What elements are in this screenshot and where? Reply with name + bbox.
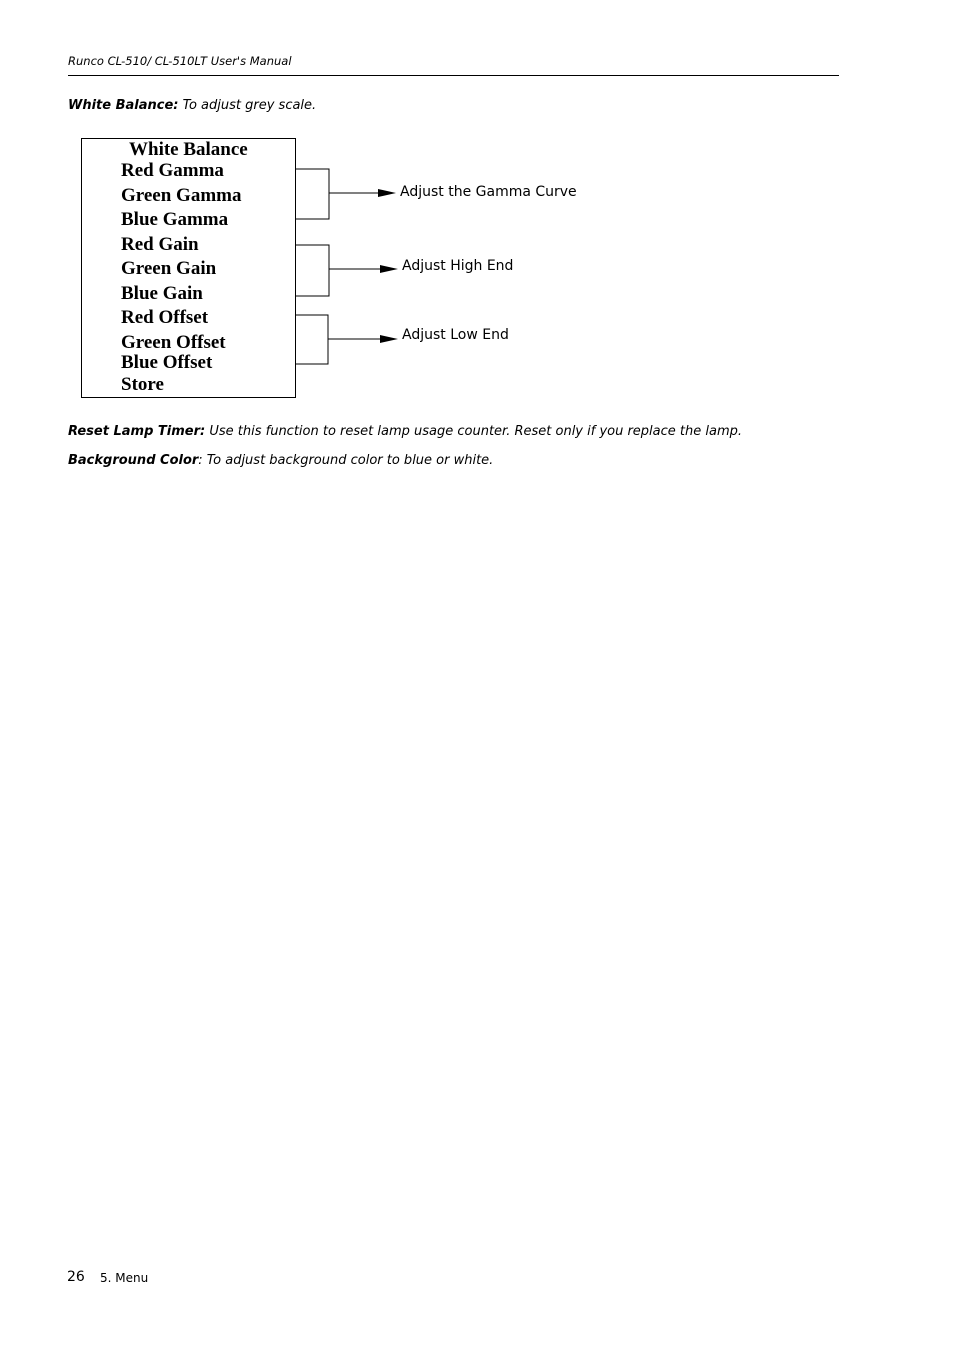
gamma-arrow-icon <box>378 189 396 197</box>
gain-arrow-icon <box>380 265 398 273</box>
menu-title: White Balance <box>129 139 248 160</box>
white-balance-text: To adjust grey scale. <box>178 98 317 113</box>
gain-annotation: Adjust High End <box>402 258 514 274</box>
gamma-annotation: Adjust the Gamma Curve <box>400 184 577 200</box>
menu-item-store: Store <box>121 374 164 395</box>
menu-item-green-gamma: Green Gamma <box>121 185 242 206</box>
menu-item-red-gamma: Red Gamma <box>121 160 224 181</box>
gain-bracket <box>296 245 382 296</box>
background-color-paragraph <box>68 453 493 468</box>
menu-item-red-offset: Red Offset <box>121 307 209 328</box>
menu-item-green-gain: Green Gain <box>121 258 217 279</box>
page-number: 26 <box>67 1269 85 1285</box>
offset-annotation: Adjust Low End <box>402 327 509 343</box>
white-balance-label: White Balance: <box>68 98 179 113</box>
footer-section: 5. Menu <box>100 1271 149 1285</box>
menu-item-blue-gamma: Blue Gamma <box>121 209 229 230</box>
background-color-text: : To adjust background color to blue or white. <box>198 453 494 468</box>
menu-item-red-gain: Red Gain <box>121 234 199 255</box>
gamma-bracket <box>296 169 380 219</box>
offset-arrow-icon <box>380 335 398 343</box>
offset-bracket <box>296 315 382 364</box>
reset-lamp-text: Use this function to reset lamp usage counter. Reset only if you replace the lamp. <box>205 424 743 439</box>
menu-item-blue-gain: Blue Gain <box>121 283 203 304</box>
menu-item-green-offset: Green Offset <box>121 332 226 353</box>
reset-lamp-paragraph <box>68 424 742 439</box>
background-color-label: Background Color <box>68 453 199 468</box>
menu-item-blue-offset: Blue Offset <box>121 352 213 373</box>
reset-lamp-label: Reset Lamp Timer: <box>68 424 206 439</box>
running-header: Runco CL-510/ CL-510LT User's Manual <box>68 54 292 68</box>
